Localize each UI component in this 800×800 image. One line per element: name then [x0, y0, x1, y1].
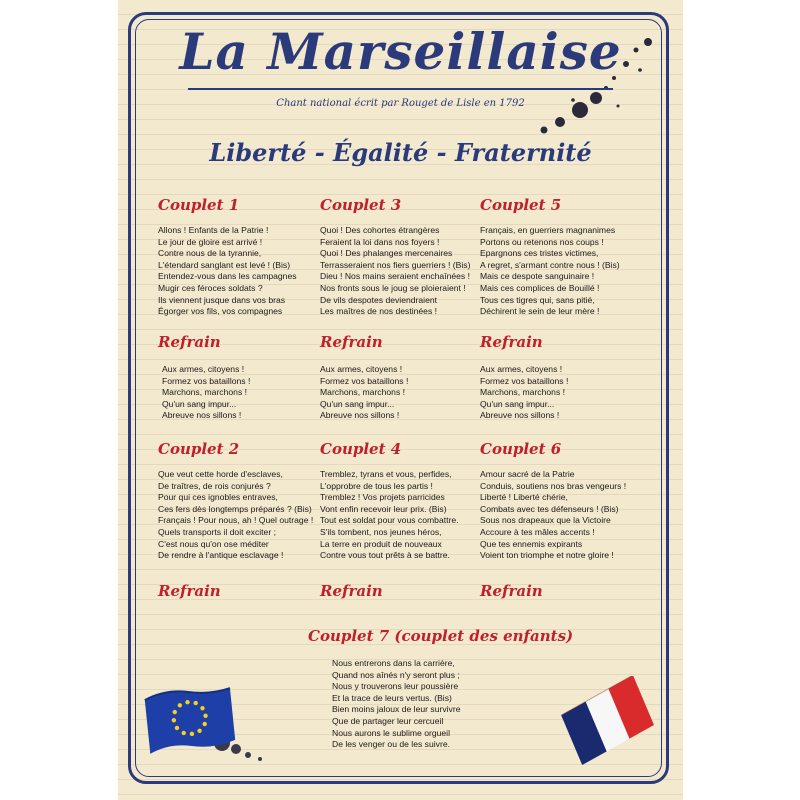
verse-line: Feraient la loi dans nos foyers !	[320, 236, 440, 247]
poster-title: La Marseillaise	[179, 22, 622, 81]
couplet-heading: Couplet 4	[320, 440, 402, 458]
refrain-line: Abreuve nos sillons !	[480, 410, 560, 421]
verse-line: Quoi ! Des phalanges mercenaires	[320, 248, 453, 259]
refrain-line: Aux armes, citoyens !	[162, 364, 245, 374]
verse-line: Tremblez ! Vos projets parricides	[320, 492, 445, 503]
verse-line: Vont enfin recevoir leur prix. (Bis)	[320, 503, 447, 514]
refrain-line: Formez vos bataillons !	[480, 375, 569, 386]
title-underline	[188, 88, 613, 90]
refrain-line: Formez vos bataillons !	[320, 375, 409, 386]
verse-line: C'est nous qu'on ose méditer	[158, 538, 269, 549]
verse-line: De traîtres, de rois conjurés ?	[158, 480, 271, 491]
refrain-line: Marchons, marchons !	[320, 387, 406, 398]
refrain-line: Qu'un sang impur...	[162, 398, 237, 409]
verse-line: De les venger ou de les suivre.	[332, 739, 450, 750]
verse-line: L'opprobre de tous les partis !	[320, 480, 433, 491]
couplet-verse	[320, 225, 470, 318]
refrain-line: Marchons, marchons !	[162, 387, 248, 398]
couplet-heading: Couplet 7 (couplet des enfants)	[308, 627, 574, 645]
couplet-heading: Couplet 2	[158, 440, 240, 458]
refrain-line: Qu'un sang impur...	[320, 398, 395, 409]
verse-line: Entendez-vous dans les campagnes	[158, 271, 297, 282]
refrain-heading: Refrain	[158, 582, 221, 600]
verse-line: Terrasseraient nos fiers guerriers ! (Bis)	[320, 259, 471, 270]
verse-line: Sous nos drapeaux que la Victoire	[480, 515, 611, 526]
couplet-verse	[480, 469, 626, 562]
verse-line: Amour sacré de la Patrie	[480, 469, 575, 479]
verse-line: Tout est soldat pour vous combattre.	[320, 515, 459, 526]
refrain-line: Marchons, marchons !	[480, 387, 566, 398]
verse-line: Ils viennent jusque dans vos bras	[158, 294, 286, 305]
verse-line: Conduis, soutiens nos bras vengeurs !	[480, 480, 627, 491]
verse-line: Tremblez, tyrans et vous, perfides,	[320, 469, 452, 479]
verse-line: L'étendard sanglant est levé ! (Bis)	[158, 259, 291, 270]
couplet-verse	[158, 469, 313, 562]
couplet-verse	[158, 225, 297, 318]
refrain-line: Abreuve nos sillons !	[162, 410, 242, 421]
refrain-verse	[480, 364, 568, 422]
verse-line: Dieu ! Nos mains seraient enchaînées !	[320, 271, 470, 282]
verse-line: Bien moins jaloux de leur survivre	[332, 704, 461, 715]
couplet-heading: Couplet 6	[480, 440, 562, 458]
refrain-line: Formez vos bataillons !	[162, 375, 251, 386]
european-union-flag-icon	[140, 680, 240, 760]
verse-line: Nous entrerons dans la carrière,	[332, 658, 455, 668]
verse-line: Allons ! Enfants de la Patrie !	[158, 225, 269, 235]
verse-line: Que veut cette horde d'esclaves,	[158, 469, 283, 479]
verse-line: Français, en guerriers magnanimes	[480, 225, 616, 235]
anthem-poster	[118, 0, 683, 800]
verse-line: A regret, s'armant contre nous ! (Bis)	[480, 259, 620, 270]
poster-subtitle: Chant national écrit par Rouget de Lisle en 1792	[276, 98, 525, 109]
verse-line: Contre nous de la tyrannie,	[158, 248, 262, 259]
verse-line: Quels transports il doit exciter ;	[158, 526, 276, 537]
verse-line: Voient ton triomphe et notre gloire !	[480, 550, 614, 561]
verse-line: Les maîtres de nos destinées !	[320, 306, 438, 317]
verse-line: Mais ce despote sanguinaire !	[480, 271, 595, 282]
couplet-heading: Couplet 1	[158, 196, 240, 214]
couplet-heading: Couplet 5	[480, 196, 562, 214]
refrain-verse	[320, 364, 408, 422]
verse-line: La terre en produit de nouveaux	[320, 538, 442, 549]
verse-line: Le jour de gloire est arrivé !	[158, 236, 263, 247]
verse-line: Tous ces tigres qui, sans pitié,	[480, 294, 595, 305]
verse-line: Pour qui ces ignobles entraves,	[158, 492, 278, 503]
verse-line: Déchirent le sein de leur mère !	[480, 306, 600, 317]
verse-line: Liberté ! Liberté chérie,	[480, 492, 568, 503]
verse-line: De rendre à l'antique esclavage !	[158, 550, 284, 561]
refrain-heading: Refrain	[158, 333, 221, 351]
refrain-heading: Refrain	[480, 582, 543, 600]
verse-line: Portons ou retenons nos coups !	[480, 236, 604, 247]
verse-line: Accoure à tes mâles accents !	[480, 526, 595, 537]
couplet-verse	[480, 225, 620, 318]
refrain-heading: Refrain	[480, 333, 543, 351]
couplet-verse	[320, 469, 459, 562]
french-flag-icon	[558, 676, 658, 766]
verse-line: Que de partager leur cercueil	[332, 715, 444, 726]
verse-line: Mugir ces féroces soldats ?	[158, 282, 263, 293]
verse-line: Et la trace de leurs vertus. (Bis)	[332, 692, 452, 703]
couplet-heading: Couplet 3	[320, 196, 402, 214]
verse-line: Quoi ! Des cohortes étrangères	[320, 225, 440, 235]
verse-line: Quand nos aînés n'y seront plus ;	[332, 669, 460, 680]
refrain-verse	[162, 364, 250, 422]
refrain-heading: Refrain	[320, 333, 383, 351]
national-motto: Liberté - Égalité - Fraternité	[209, 138, 592, 167]
verse-line: Combats avec tes défenseurs ! (Bis)	[480, 503, 619, 514]
verse-line: Nous aurons le sublime orgueil	[332, 727, 450, 738]
verse-line: Nous y trouverons leur poussière	[332, 681, 459, 692]
verse-line: Français ! Pour nous, ah ! Quel outrage !	[158, 515, 314, 526]
verse-line: Nos fronts sous le joug se ploieraient !	[320, 282, 466, 293]
refrain-line: Qu'un sang impur...	[480, 398, 555, 409]
couplet-verse	[332, 658, 461, 751]
refrain-line: Aux armes, citoyens !	[480, 364, 563, 374]
verse-line: Ces fers dès longtemps préparés ? (Bis)	[158, 503, 312, 514]
verse-line: De vils despotes deviendraient	[320, 294, 438, 305]
verse-line: Que tes ennemis expirants	[480, 538, 583, 549]
refrain-heading: Refrain	[320, 582, 383, 600]
refrain-line: Abreuve nos sillons !	[320, 410, 400, 421]
refrain-line: Aux armes, citoyens !	[320, 364, 403, 374]
verse-line: Epargnons ces tristes victimes,	[480, 248, 599, 259]
verse-line: S'ils tombent, nos jeunes héros,	[320, 526, 442, 537]
verse-line: Égorger vos fils, vos compagnes	[158, 306, 283, 317]
verse-line: Mais ces complices de Bouillé !	[480, 282, 600, 293]
verse-line: Contre vous tout prêts à se battre.	[320, 550, 450, 561]
